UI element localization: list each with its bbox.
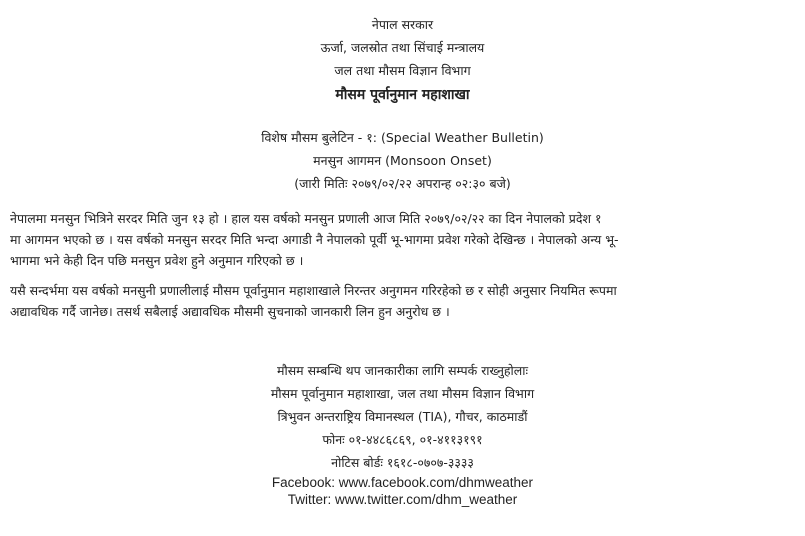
body-paragraph-2 (10, 280, 795, 322)
contact-address: त्रिभुवन अन्तराष्ट्रिय विमानस्थल (TIA), गौचर, काठमाडौं (277, 409, 528, 424)
contact-notice-board: नोटिस बोर्डः १६१८-०७०७-३३३३ (331, 455, 474, 470)
paragraph-1-line-2: मा आगमन भएको छ । यस वर्षको मनसुन सरदर मिति भन्दा अगाडी नै नेपालको पूर्वी भू-भागमा प्रवेश गरेको देखिन्छ । नेपालको अन्य भू- (10, 232, 619, 247)
paragraph-1-line-3: भागमा भने केही दिन पछि मनसुन प्रवेश हुने अनुमान गरिएको छ । (10, 253, 304, 268)
bulletin-title: विशेष मौसम बुलेटिन - १: (Special Weather Bulletin) (261, 130, 544, 145)
division-name: मौसम पूर्वानुमान महाशाखा (335, 87, 470, 103)
paragraph-1-line-1: नेपालमा मनसुन भित्रिने सरदर मिति जुन १३ हो । हाल यस वर्षको मनसुन प्रणाली आज मिति २०७९/०२/२२ का दिन नेपालको प्रदेश १ (10, 211, 602, 226)
government-name: नेपाल सरकार (371, 17, 434, 32)
facebook-link[interactable]: Facebook: www.facebook.com/dhmweather (271, 475, 534, 490)
ministry-name: ऊर्जा, जलस्रोत तथा सिंचाई मन्त्रालय (320, 40, 485, 55)
department-name: जल तथा मौसम विज्ञान विभाग (334, 63, 471, 78)
paragraph-2-line-1: यसै सन्दर्भमा यस वर्षको मनसुनी प्रणालीलाई मौसम पूर्वानुमान महाशाखाले निरन्तर अनुगमन गरिरहेको छ र सोही अनुसार नियमित रूपमा (10, 283, 617, 298)
twitter-link[interactable]: Twitter: www.twitter.com/dhm_weather (287, 492, 518, 507)
contact-phone: फोनः ०१-४४८६८६९, ०१-४११३१९१ (322, 432, 483, 447)
body-paragraph-1 (10, 208, 795, 271)
contact-office: मौसम पूर्वानुमान महाशाखा, जल तथा मौसम विज्ञान विभाग (270, 386, 535, 401)
bulletin-issue-date: (जारी मितिः २०७९/०२/२२ अपरान्ह ०२:३० बजे) (294, 176, 511, 191)
bulletin-subject: मनसुन आगमन (Monsoon Onset) (313, 153, 492, 168)
paragraph-2-line-2: अद्यावधिक गर्दै जानेछ। तसर्थ सबैलाई अद्यावधिक मौसमी सुचनाको जानकारी लिन हुन अनुरोध छ । (10, 304, 450, 319)
contact-heading: मौसम सम्बन्धि थप जानकारीका लागि सम्पर्क राख्नुहोलाः (276, 363, 528, 378)
